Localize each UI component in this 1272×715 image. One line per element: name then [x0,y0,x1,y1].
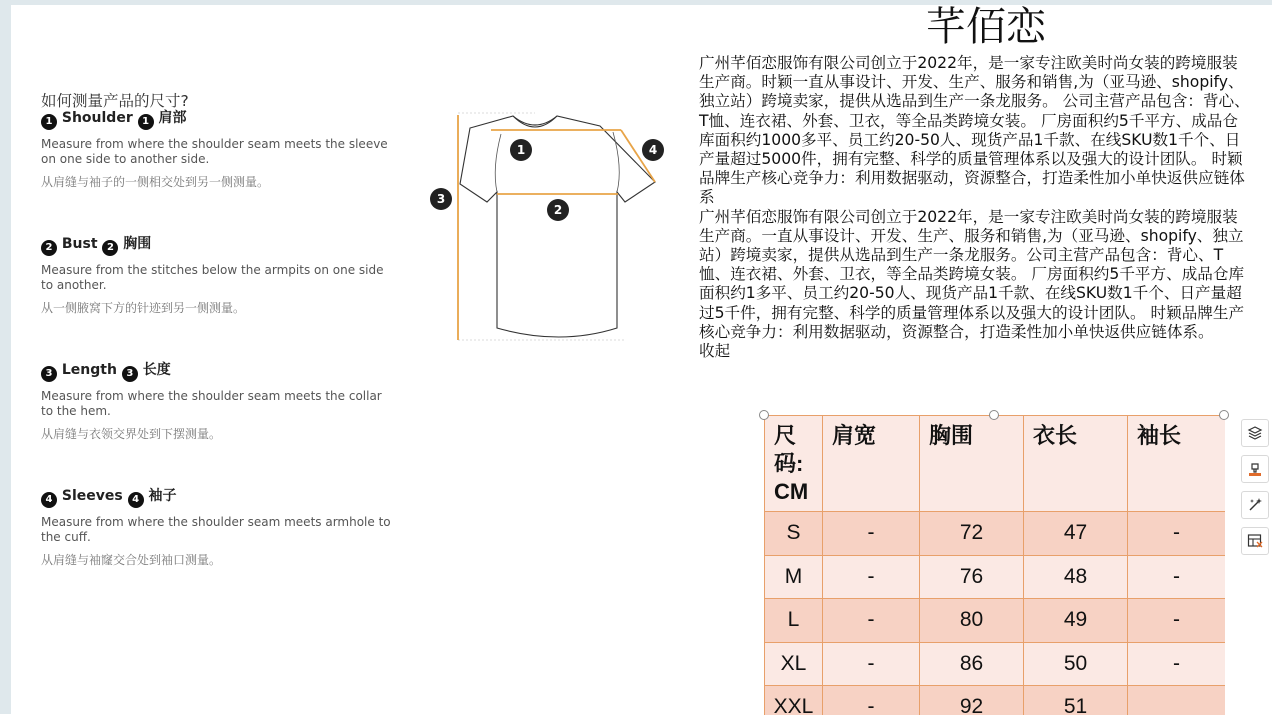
table-cell: S [765,512,823,556]
table-cell: M [765,555,823,599]
guide-title: 如何测量产品的尺寸? [41,92,401,110]
measurement-guide [41,92,401,110]
resize-handle[interactable] [989,410,999,420]
table-cell: 48 [1024,555,1128,599]
table-cell: 50 [1024,642,1128,686]
table-row [765,599,1226,643]
item-description-en: Measure from the stitches below the armpits on one side to another. [41,263,393,293]
number-badge: 3 [122,366,138,382]
table-cell: - [823,512,920,556]
header-shoulder: 肩宽 [823,416,920,512]
number-badge: 3 [41,366,57,382]
item-description-zh: 从肩缝与袖子的一侧相交处到另一侧测量。 [41,175,393,190]
item-heading [41,360,393,380]
brand-title: 芊佰恋 [926,2,1046,52]
table-cell: 76 [920,555,1024,599]
table-cell: 51 [1024,686,1128,715]
table-header-row [765,416,1226,512]
item-description-zh: 从肩缝与袖窿交合处到袖口测量。 [41,553,393,568]
style-brush-icon [1247,461,1263,477]
ai-magic-icon [1247,497,1263,513]
table-cell: - [1128,555,1226,599]
item-heading [41,486,393,506]
number-badge: 1 [41,114,57,130]
table-cell: - [823,686,920,715]
item-label-en: Shoulder [62,110,133,126]
size-table-container[interactable] [764,415,1225,715]
item-heading [41,108,393,128]
table-cell: L [765,599,823,643]
marker-3: 3 [437,192,445,206]
table-cell: - [823,555,920,599]
marker-2: 2 [554,203,562,217]
table-cell: - [1128,599,1226,643]
guide-item-length [41,360,393,442]
tshirt-outline [460,116,655,337]
table-cell: - [823,642,920,686]
table-cell: 80 [920,599,1024,643]
size-table [764,415,1225,715]
ai-magic-button[interactable] [1241,491,1269,519]
item-description-zh: 从肩缝与衣领交界处到下摆测量。 [41,427,393,442]
guide-item-bust [41,234,393,316]
number-badge: 4 [41,492,57,508]
tshirt-measurement-diagram [425,108,665,348]
number-badge: 2 [102,240,118,256]
table-cell: XL [765,642,823,686]
header-bust: 胸围 [920,416,1024,512]
item-description-en: Measure from where the shoulder seam meets the collar to the hem. [41,389,393,419]
description-paragraph: 广州芊佰恋服饰有限公司创立于2022年，是一家专注欧美时尚女装的跨境服装生产商。一直从事设计、开发、生产、服务和销售,为（亚马逊、shopify、独立站）跨境卖家，提供从选品到生产一条龙服务。公司主营产品包含：背心、T恤、连衣裙、外套、卫衣，等全品类跨境女装。 厂房面积约5千平方、成品仓库面积约1多平、员工约20-50人、现货产品1千款、在线SKU数1千个、日产量超过5千件，拥有完整、科学的质量管理体系以及强大的设计团队。 时颖品牌生产核心竞争力：利用数据驱动，资源整合，打造柔性加小单快返供应链体系。 [699,208,1251,342]
company-description [699,54,1251,361]
guide-item-sleeves [41,486,393,568]
table-row [765,512,1226,556]
item-description-en: Measure from where the shoulder seam meets armhole to the cuff. [41,515,393,545]
number-badge: 4 [128,492,144,508]
item-label-zh: 肩部 [158,110,186,126]
window-frame-top [0,0,1272,5]
table-cell: 86 [920,642,1024,686]
item-label-en: Sleeves [62,488,123,504]
table-cell: - [1128,642,1226,686]
table-settings-button[interactable] [1241,527,1269,555]
table-cell: - [823,599,920,643]
item-label-en: Length [62,362,117,378]
description-paragraph: 广州芊佰恋服饰有限公司创立于2022年，是一家专注欧美时尚女装的跨境服装生产商。时颖一直从事设计、开发、生产、服务和销售,为（亚马逊、shopify、独立站）跨境卖家，提供从选品到生产一条龙服务。 公司主营产品包含：背心、T恤、连衣裙、外套、卫衣，等全品类跨境女装。 厂房面积约5千平方、成品仓库面积约1000多平、员工约20-50人、现货产品1千款、在线SKU数1千个、日产量超过5000件，拥有完整、科学的质量管理体系以及强大的设计团队。 时颖品牌生产核心竞争力：利用数据驱动，资源整合，打造柔性加小单快返供应链体系 [699,54,1251,208]
table-cell: 47 [1024,512,1128,556]
style-brush-button[interactable] [1241,455,1269,483]
item-label-zh: 长度 [143,362,171,378]
marker-4: 4 [649,143,657,157]
table-cell: 92 [920,686,1024,715]
table-row [765,642,1226,686]
item-label-en: Bust [62,236,98,252]
layers-button[interactable] [1241,419,1269,447]
table-cell: 49 [1024,599,1128,643]
header-length: 衣长 [1024,416,1128,512]
header-sleeve: 袖长 [1128,416,1226,512]
item-description-en: Measure from where the shoulder seam meets the sleeve on one side to another side. [41,137,393,167]
item-label-zh: 袖子 [148,488,176,504]
header-size: 尺码:CM [765,416,823,512]
item-label-zh: 胸围 [123,236,151,252]
window-frame-left [0,0,11,714]
table-settings-icon [1247,533,1263,549]
table-row [765,686,1226,715]
table-cell: - [1128,512,1226,556]
layers-icon [1247,425,1263,441]
item-heading [41,234,393,254]
guide-item-shoulder [41,108,393,190]
table-row [765,555,1226,599]
number-badge: 1 [138,114,154,130]
collapse-link[interactable]: 收起 [699,342,1251,361]
resize-handle[interactable] [759,410,769,420]
table-cell: XXL [765,686,823,715]
item-description-zh: 从一侧腋窝下方的针迹到另一侧测量。 [41,301,393,316]
resize-handle[interactable] [1219,410,1229,420]
marker-1: 1 [517,143,525,157]
table-cell [1128,686,1226,715]
number-badge: 2 [41,240,57,256]
table-cell: 72 [920,512,1024,556]
